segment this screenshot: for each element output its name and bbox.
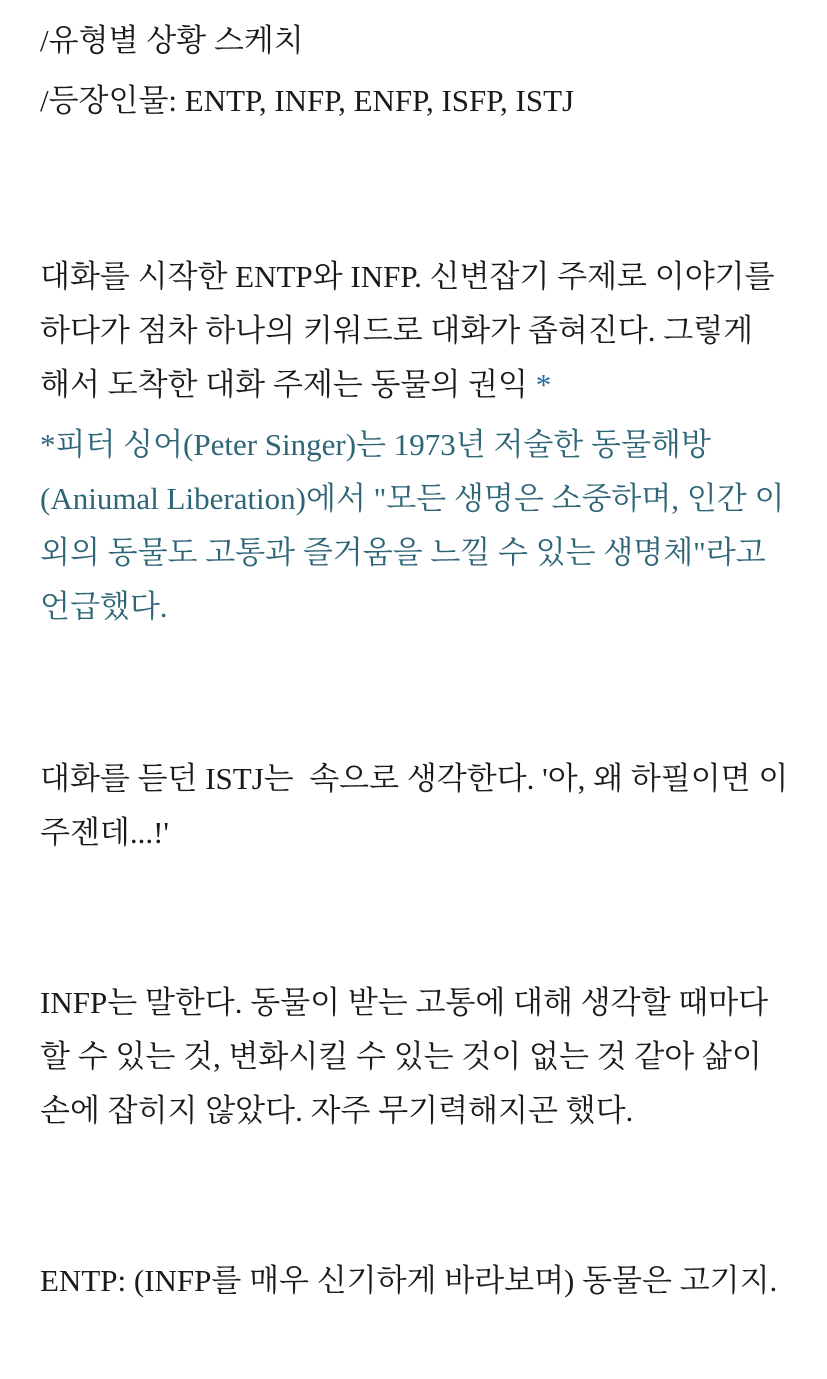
- blank-gap: [40, 640, 790, 752]
- sketch-title-line: /유형별 상황 스케치: [40, 23, 304, 58]
- blank-gap: [40, 866, 790, 976]
- characters-line: /등장인물: ENTP, INFP, ENFP, ISFP, ISTJ: [40, 83, 575, 118]
- intro-paragraph: [40, 250, 790, 412]
- entp-dialogue-line: ENTP: (INFP를 매우 신기하게 바라보며) 동물은 고기지.: [40, 1263, 778, 1298]
- infp-paragraph: INFP는 말한다. 동물이 받는 고통에 대해 생각할 때마다 할 수 있는 것, 변화시킬 수 있는 것이 없는 것 같아 삶이 손에 잡히지 않았다. 자주 무기력해지곤 했다.: [40, 985, 776, 1128]
- intro-paragraph-text: 대화를 시작한 ENTP와 INFP. 신변잡기 주제로 이야기를 하다가 점차 하나의 키워드로 대화가 좁혀진다. 그렇게 해서 도착한 대화 주제는 동물의 권익: [40, 259, 783, 402]
- footnote-paragraph: *피터 싱어(Peter Singer)는 1973년 저술한 동물해방 (Aniumal Liberation)에서 "모든 생명은 소중하며, 인간 이외의 동물도 고통과 즐거움을 느낄 수 있는 생명체"라고 언급했다.: [40, 427, 785, 624]
- istj-paragraph: 대화를 듣던 ISTJ는 속으로 생각한다. '아, 왜 하필이면 이 주젠데...!': [40, 761, 797, 850]
- blank-gap: [40, 134, 790, 250]
- footnote-marker: *: [535, 367, 552, 402]
- blank-gap: [40, 1144, 790, 1254]
